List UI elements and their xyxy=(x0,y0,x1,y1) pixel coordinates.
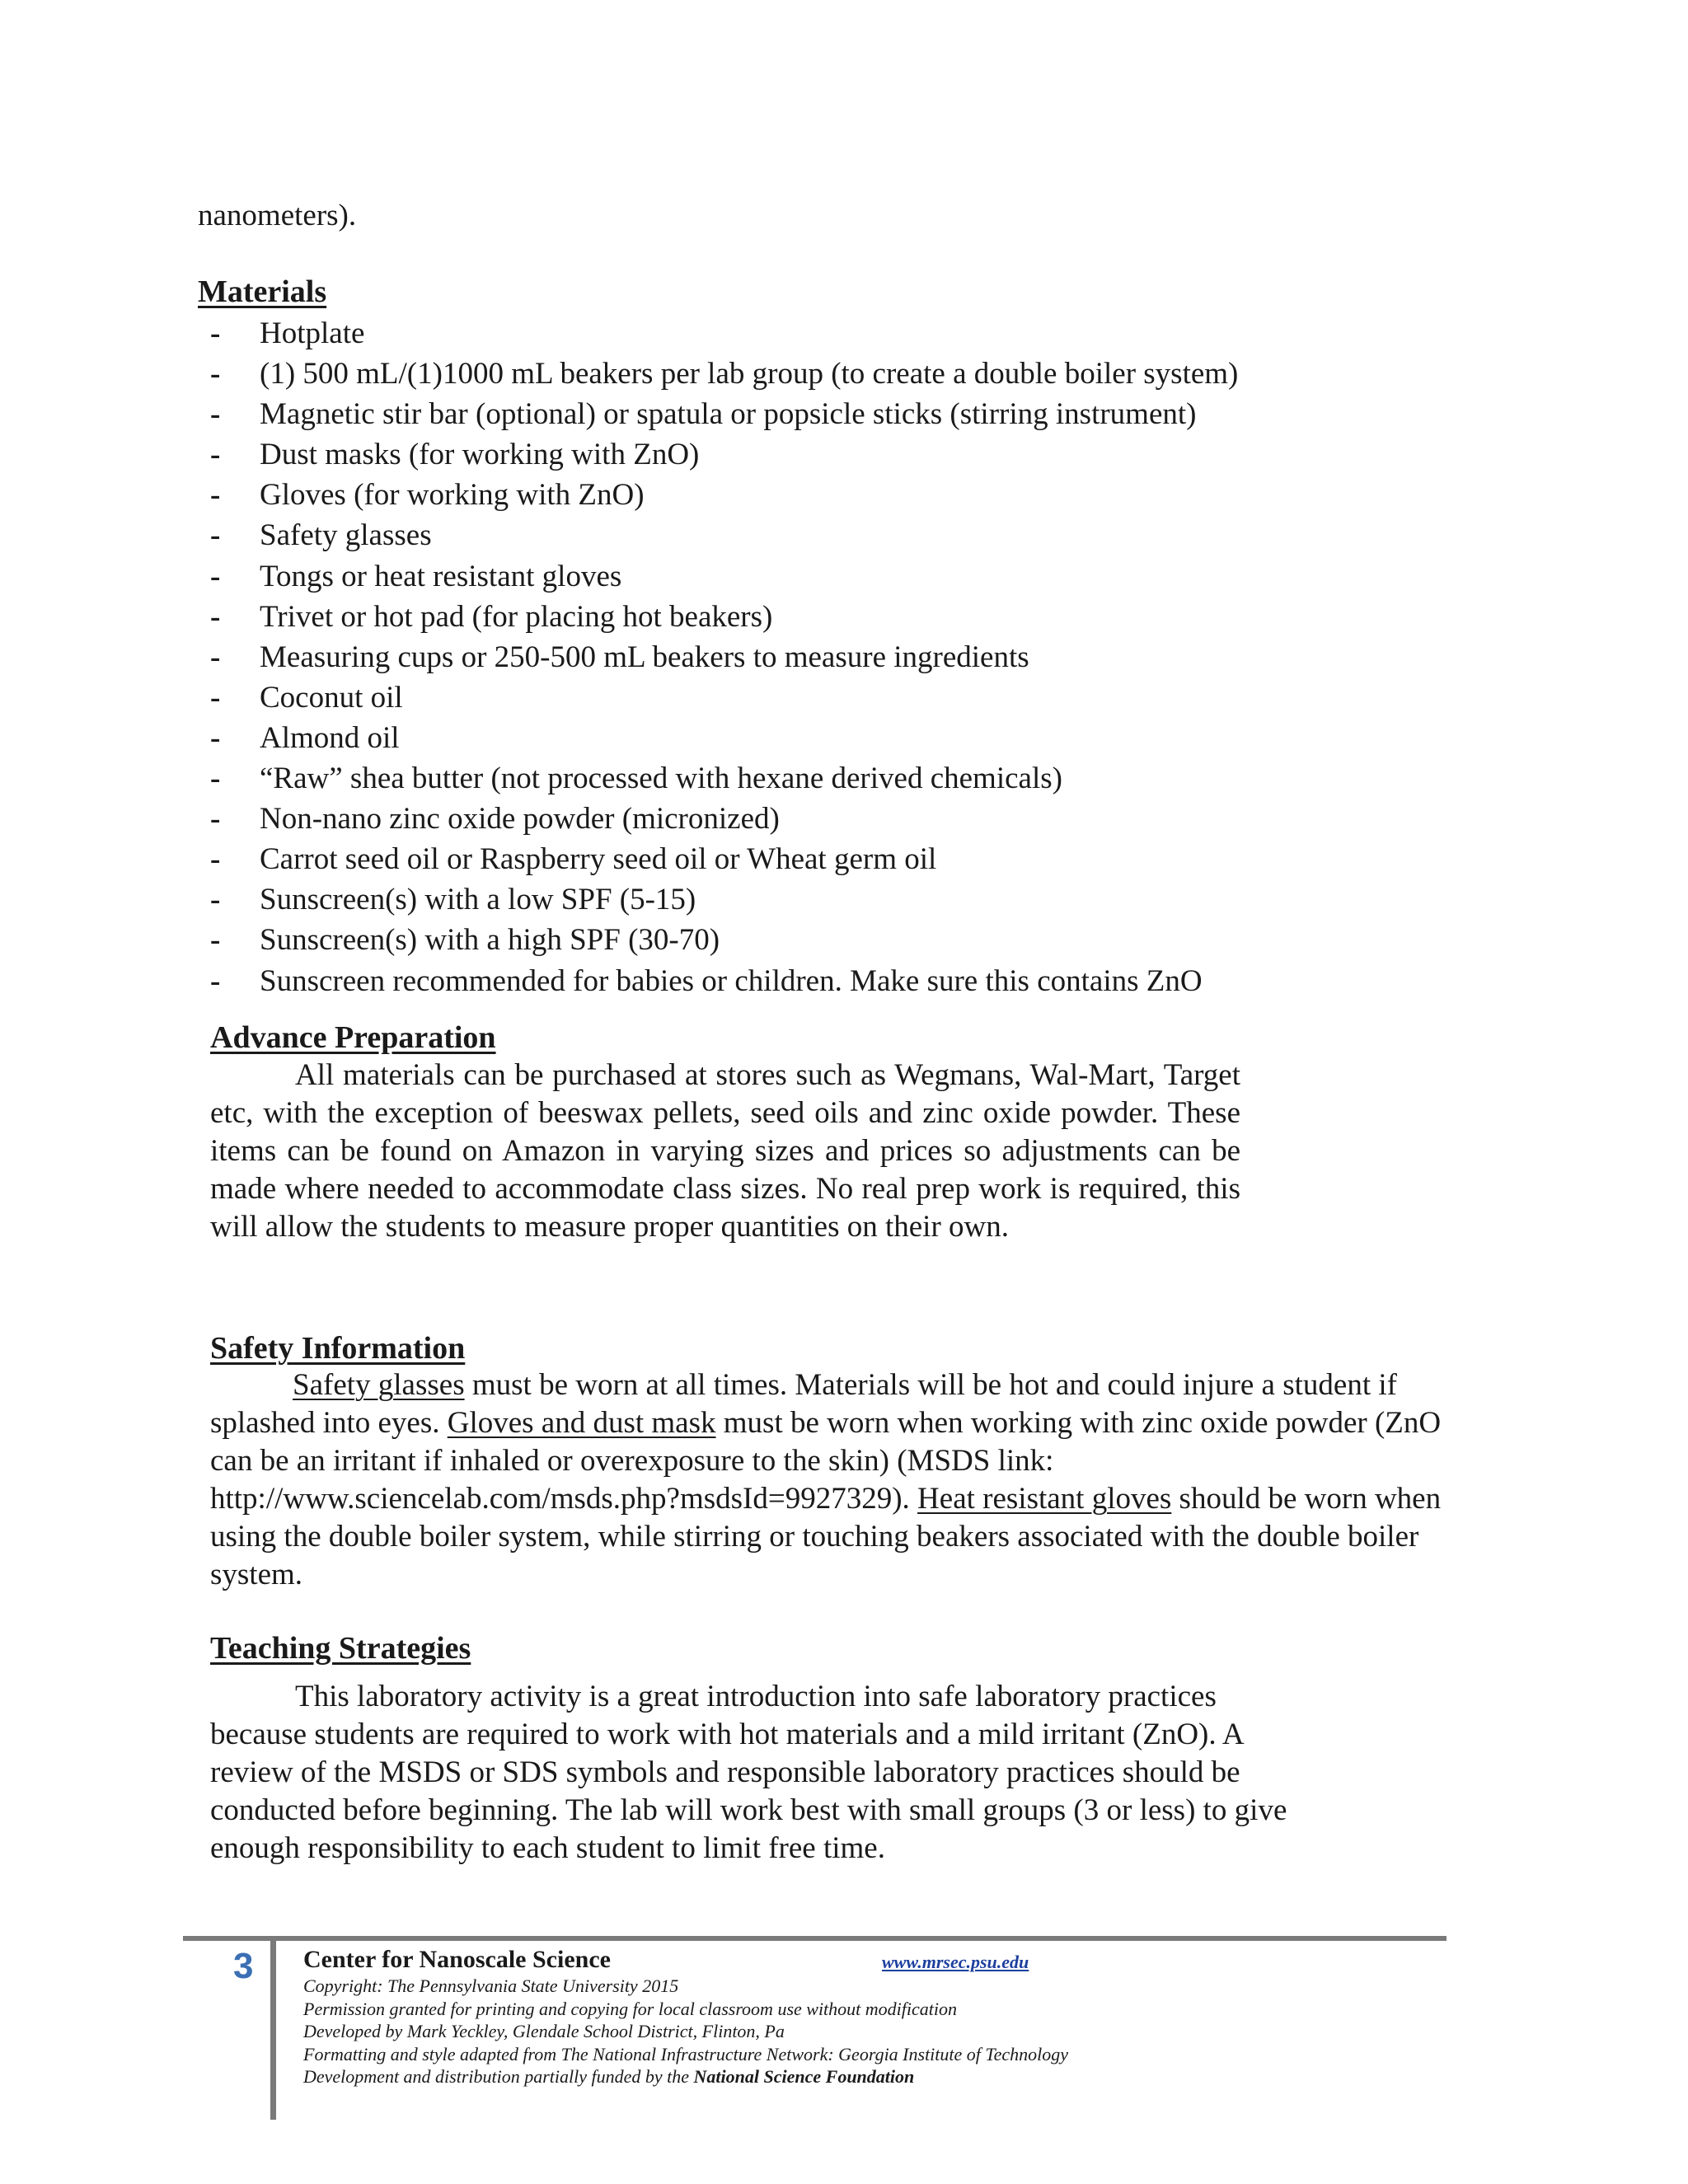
materials-item-label: Sunscreen recommended for babies or children. Make sure this contains ZnO xyxy=(260,963,1203,998)
bullet-dash: - xyxy=(210,883,221,917)
bullet-dash: - xyxy=(210,478,221,513)
materials-item xyxy=(210,434,1238,475)
advance-prep-heading: Advance Preparation xyxy=(210,1020,496,1055)
materials-item xyxy=(210,475,1238,515)
safety-text-3: should be worn when using the double boiler system, while stirring or touching beakers associated with the double boiler system. xyxy=(210,1482,1442,1591)
materials-item xyxy=(210,313,1238,354)
bullet-dash: - xyxy=(210,316,221,350)
footer-funding-prefix: Development and distribution partially funded by the xyxy=(303,2066,694,2087)
heat-gloves-emphasis: Heat resistant gloves xyxy=(917,1482,1172,1516)
materials-item xyxy=(210,758,1238,799)
materials-item xyxy=(210,718,1238,758)
materials-item xyxy=(210,354,1238,394)
materials-item-label: Safety glasses xyxy=(260,518,432,553)
materials-item-label: Sunscreen(s) with a high SPF (30-70) xyxy=(260,923,720,958)
bullet-dash: - xyxy=(210,559,221,593)
bullet-dash: - xyxy=(210,762,221,796)
materials-item xyxy=(210,597,1238,637)
teaching-heading: Teaching Strategies xyxy=(210,1631,471,1666)
materials-item xyxy=(210,839,1238,879)
materials-item-label: Almond oil xyxy=(260,720,400,755)
teaching-paragraph: This laboratory activity is a great introduction into safe laboratory practices because students are required to work with hot materials and a mild irritant (ZnO). A review of the MSDS or SDS symbols and responsible laboratory practices should be conducted before beginning. The lab will work best with small groups (3 or less) to give enough responsibility to each student to limit free time. xyxy=(210,1680,1287,1865)
footer-vertical-rule xyxy=(270,1938,276,2120)
bullet-dash: - xyxy=(210,720,221,755)
continuation-text: nanometers). xyxy=(198,199,357,232)
materials-item xyxy=(210,515,1238,555)
materials-item-label: Carrot seed oil or Raspberry seed oil or Wheat germ oil xyxy=(260,842,937,877)
footer-funding xyxy=(303,2065,1068,2088)
materials-item xyxy=(210,677,1238,718)
footer-org: Center for Nanoscale Science xyxy=(303,1946,611,1973)
bullet-dash: - xyxy=(210,963,221,998)
footer-permission: Permission granted for printing and copying for local classroom use without modification xyxy=(303,1998,957,2019)
safety-text-2: must be worn when working with zinc oxide powder (ZnO can be an irritant if inhaled or overexposure to the skin) (MSDS link: http://www.sciencelab.com/msds.php?msdsId=9927329). xyxy=(210,1406,1442,1516)
bullet-dash: - xyxy=(210,438,221,472)
safety-text-1: must be worn at all times. Materials will be hot and could injure a student if splashed into eyes. xyxy=(210,1368,1397,1440)
gloves-mask-emphasis: Gloves and dust mask xyxy=(447,1406,716,1440)
footer-developed: Developed by Mark Yeckley, Glendale School District, Flinton, Pa xyxy=(303,2021,785,2041)
bullet-dash: - xyxy=(210,842,221,877)
materials-item-label: Dust masks (for working with ZnO) xyxy=(260,438,700,472)
advance-prep-paragraph: All materials can be purchased at stores such as Wegmans, Wal-Mart, Target etc, with the exception of beeswax pellets, seed oils and zinc oxide powder. These items can be found on Amazon in varying sizes and prices so adjustments can be made where needed to accommodate class sizes. No real prep work is required, this will allow the students to measure proper quantities on their own. xyxy=(210,1058,1240,1244)
footer-formatting: Formatting and style adapted from The National Infrastructure Network: Georgia Institute of Technology xyxy=(303,2043,1069,2064)
materials-item-label: (1) 500 mL/(1)1000 mL beakers per lab group (to create a double boiler system) xyxy=(260,357,1239,391)
materials-heading: Materials xyxy=(198,274,327,309)
materials-item xyxy=(210,920,1238,960)
materials-item-label: Trivet or hot pad (for placing hot beakers) xyxy=(260,599,773,634)
materials-list xyxy=(210,313,1238,1001)
materials-item-label: “Raw” shea butter (not processed with hexane derived chemicals) xyxy=(260,762,1062,796)
materials-item-label: Tongs or heat resistant gloves xyxy=(260,559,622,593)
materials-item xyxy=(210,637,1238,677)
bullet-dash: - xyxy=(210,518,221,553)
materials-item-label: Hotplate xyxy=(260,316,365,350)
bullet-dash: - xyxy=(210,640,221,674)
bullet-dash: - xyxy=(210,923,221,958)
materials-item-label: Magnetic stir bar (optional) or spatula or popsicle sticks (stirring instrument) xyxy=(260,397,1197,432)
footer-copyright: Copyright: The Pennsylvania State University 2015 xyxy=(303,1975,679,1996)
bullet-dash: - xyxy=(210,802,221,837)
materials-item xyxy=(210,394,1238,434)
footer-funding-org: National Science Foundation xyxy=(693,2066,915,2087)
page-number: 3 xyxy=(233,1946,254,1986)
safety-glasses-emphasis: Safety glasses xyxy=(293,1368,465,1402)
materials-item-label: Gloves (for working with ZnO) xyxy=(260,478,645,513)
materials-item xyxy=(210,961,1238,1001)
materials-item xyxy=(210,799,1238,839)
safety-paragraph xyxy=(210,1366,1471,1594)
bullet-dash: - xyxy=(210,680,221,715)
bullet-dash: - xyxy=(210,599,221,634)
bullet-dash: - xyxy=(210,357,221,391)
footer-block xyxy=(303,1945,1068,2088)
footer-rule xyxy=(183,1936,1447,1941)
bullet-dash: - xyxy=(210,397,221,432)
materials-item-label: Measuring cups or 250-500 mL beakers to measure ingredients xyxy=(260,640,1029,674)
materials-item-label: Coconut oil xyxy=(260,680,403,715)
safety-heading: Safety Information xyxy=(210,1331,466,1366)
materials-item-label: Non-nano zinc oxide powder (micronized) xyxy=(260,802,780,837)
materials-item-label: Sunscreen(s) with a low SPF (5-15) xyxy=(260,883,696,917)
materials-item xyxy=(210,879,1238,920)
footer-url-link[interactable]: www.mrsec.psu.edu xyxy=(882,1952,1029,1972)
materials-item xyxy=(210,556,1238,597)
